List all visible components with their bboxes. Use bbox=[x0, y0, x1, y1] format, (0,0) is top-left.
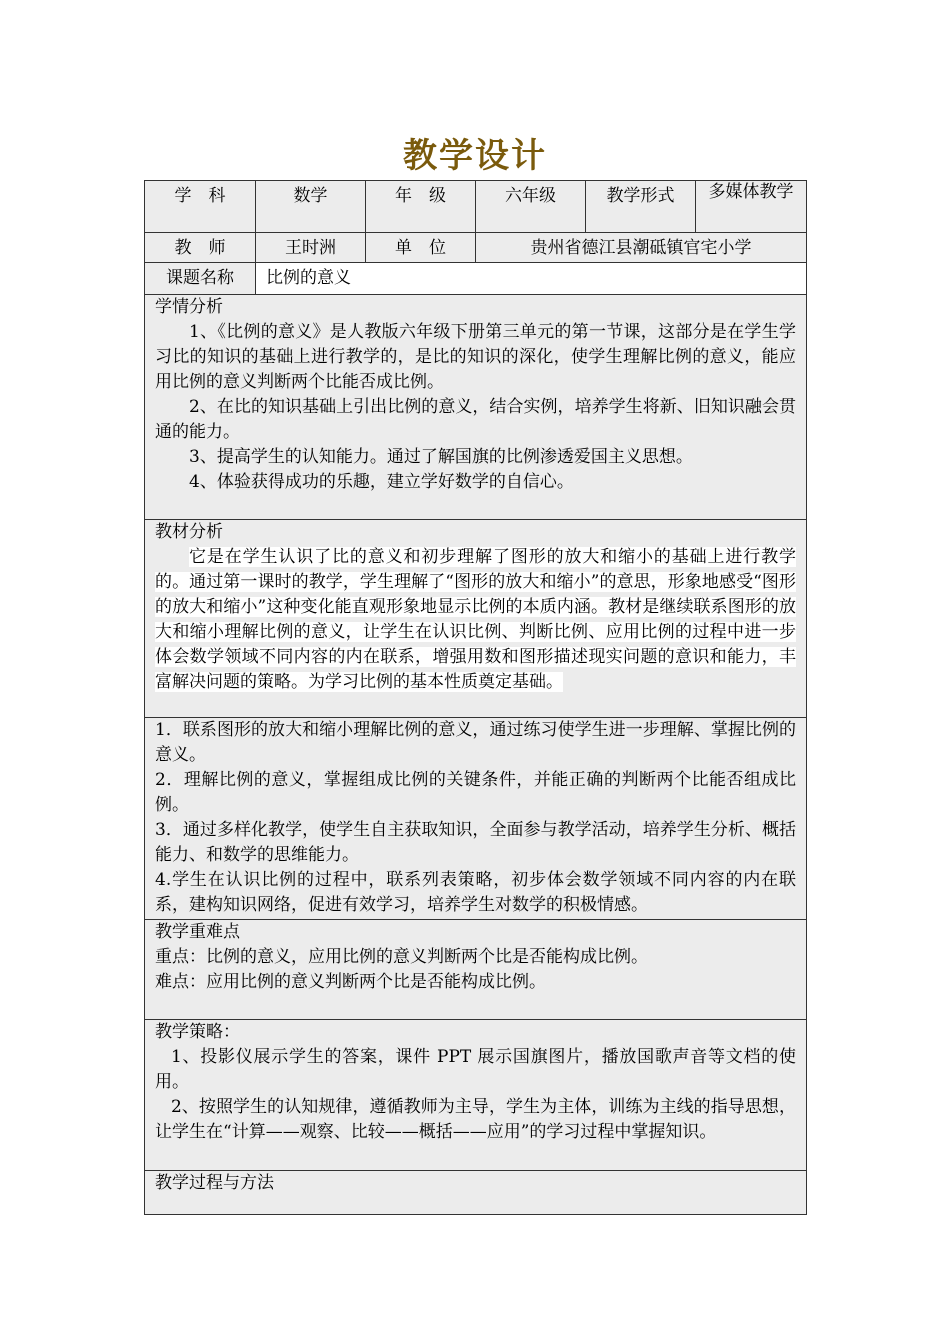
subject-label: 学 科 bbox=[145, 181, 256, 233]
student-analysis-p3: 3、提高学生的认知能力。通过了解国旗的比例渗透爱国主义思想。 bbox=[189, 447, 693, 467]
strategy-section bbox=[145, 1020, 807, 1171]
key-points-p1: 重点：比例的意义，应用比例的意义判断两个比是否能构成比例。 bbox=[155, 947, 648, 967]
strategy-title: 教学策略： bbox=[155, 1022, 240, 1042]
document-title: 教学设计 bbox=[403, 136, 547, 176]
form-label: 教学形式 bbox=[586, 181, 696, 233]
key-points-title: 教学重难点 bbox=[155, 922, 240, 942]
student-analysis-p2: 2、在比的知识基础上引出比例的意义，结合实例，培养学生将新、旧知识融会贯通的能力。 bbox=[155, 397, 796, 442]
unit-label: 单 位 bbox=[366, 233, 476, 263]
objective-p3: 3．通过多样化教学，使学生自主获取知识，全面参与教学活动，培养学生分析、概括能力、和数学的思维能力。 bbox=[155, 820, 796, 865]
student-analysis-title: 学情分析 bbox=[155, 297, 223, 317]
topic-label: 课题名称 bbox=[145, 263, 256, 295]
objective-p1: 1．联系图形的放大和缩小理解比例的意义，通过练习使学生进一步理解、掌握比例的意义。 bbox=[155, 720, 796, 765]
header-row-3 bbox=[145, 263, 807, 295]
student-analysis-section bbox=[145, 295, 807, 520]
grade-label: 年 级 bbox=[366, 181, 476, 233]
teacher-value: 王时洲 bbox=[256, 233, 366, 263]
form-value: 多媒体教学 bbox=[696, 181, 807, 233]
unit-value: 贵州省德江县潮砥镇官宅小学 bbox=[476, 233, 807, 263]
material-analysis-p1: 它是在学生认识了比的意义和初步理解了图形的放大和缩小的基础上进行教学的。通过第一课时的教学，学生理解了“图形的放大和缩小”的意思，形象地感受“图形的放大和缩小”这种变化能直观形象地显示比例的本质内涵。教材是继续联系图形的放大和缩小理解比例的意义，让学生在认识比例、判断比例、应用比例的过程中进一步体会数学领域不同内容的内在联系，增强用数和图形描述现实问题的意识和能力，丰富解决问题的策略。为学习比例的基本性质奠定基础。 bbox=[155, 547, 796, 692]
student-analysis-p1: 1、《比例的意义》是人教版六年级下册第三单元的第一节课，这部分是在学生学习比的知识的基础上进行教学的，是比的知识的深化，使学生理解比例的意义，能应用比例的意义判断两个比能否成比例。 bbox=[155, 322, 796, 392]
objective-p4: 4.学生在认识比例的过程中，联系列表策略，初步体会数学领域不同内容的内在联系，建构知识网络，促进有效学习，培养学生对数学的积极情感。 bbox=[155, 870, 796, 915]
key-points-section bbox=[145, 920, 807, 1020]
student-analysis-p4: 4、体验获得成功的乐趣，建立学好数学的自信心。 bbox=[189, 472, 574, 492]
process-section bbox=[145, 1171, 807, 1215]
key-points-p2: 难点：应用比例的意义判断两个比是否能构成比例。 bbox=[155, 972, 546, 992]
material-analysis-section bbox=[145, 520, 807, 718]
lesson-plan-table bbox=[144, 180, 807, 1215]
strategy-p2: 2、按照学生的认知规律，遵循教师为主导，学生为主体，训练为主线的指导思想，让学生在“计算——观察、比较——概括——应用”的学习过程中掌握知识。 bbox=[155, 1097, 796, 1142]
teacher-label: 教 师 bbox=[145, 233, 256, 263]
objectives-section bbox=[145, 718, 807, 920]
objective-p2: 2．理解比例的意义，掌握组成比例的关键条件，并能正确的判断两个比能否组成比例。 bbox=[155, 770, 796, 815]
strategy-p1: 1、投影仪展示学生的答案，课件 PPT 展示国旗图片，播放国歌声音等文档的使用。 bbox=[155, 1047, 796, 1092]
grade-value: 六年级 bbox=[476, 181, 586, 233]
material-analysis-title: 教材分析 bbox=[155, 522, 223, 542]
subject-value: 数学 bbox=[256, 181, 366, 233]
header-row-2 bbox=[145, 233, 807, 263]
topic-value: 比例的意义 bbox=[256, 263, 807, 295]
process-title: 教学过程与方法 bbox=[155, 1173, 274, 1193]
header-row-1 bbox=[145, 181, 807, 233]
